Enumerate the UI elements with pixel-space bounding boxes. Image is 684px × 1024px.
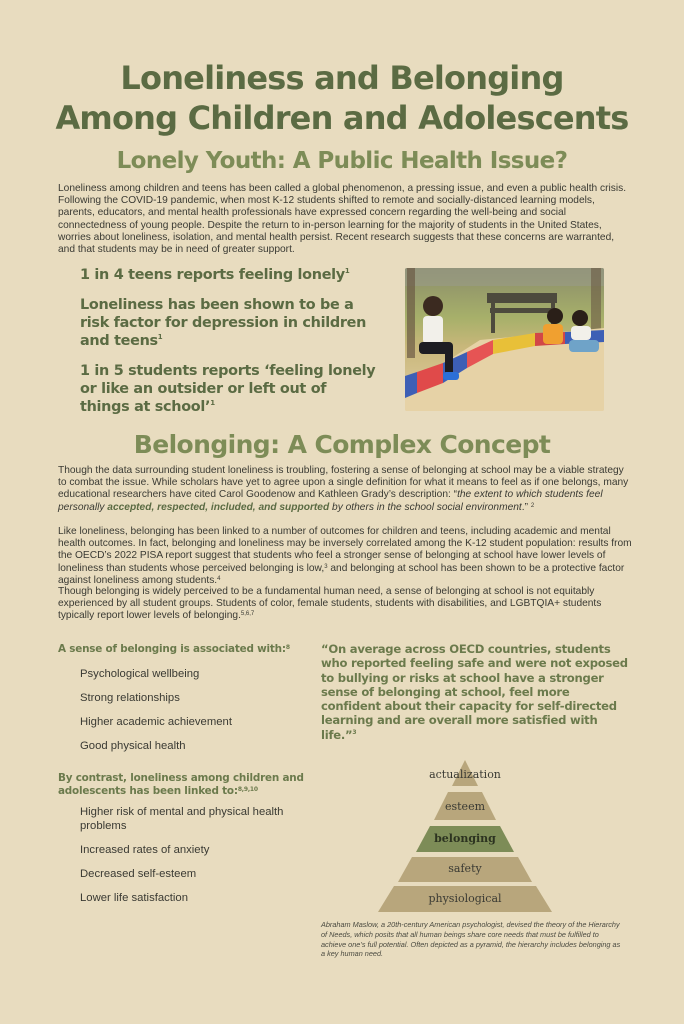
contrast-heading: By contrast, loneliness among children and adolescents has been linked to:$^{8,9,10}$ [58,772,304,797]
list-item: Increased rates of anxiety [80,843,210,856]
section2-heading: Belonging: A Complex Concept [133,430,551,459]
playground-photo [405,268,604,411]
stats-list [80,266,380,428]
list-item: Higher academic achievement [80,716,232,728]
pyramid-label: esteem [444,800,486,813]
pyramid-label: safety [448,862,482,875]
stat-item: 1 in 5 students reports ‘feeling lonely or like an outsider or left out of things at school’$^1$ [80,363,376,415]
maslow-caption: Abraham Maslow, a 20th-century American psychologist, devised the theory of the Hierarchy of Needs, which posits that all human beings share core needs that must be fulfilled to achieve one’s full potential. Often depicted as a pyramid, the hierarchy includes belonging as a key human need. [321,920,621,959]
stat-item: 1 in 4 teens reports feeling lonely$^1$ [80,267,350,283]
list-item: Good physical health [80,740,186,752]
pyramid-label: belonging [434,832,496,845]
stat-item: Loneliness has been shown to be a risk factor for depression in children and teens$^1$ [80,297,367,349]
section2-paragraph-1: Though the data surrounding student loneliness is troubling, fostering a sense of belonging at school may be a viable strategy to combat the issue. While scholars have yet to agree upon a single definition for what it means to feel as if one belongs, many educational researchers have cited Carol Goodenow and Kathleen Grady’s description: “the extent to which students feel personally accepted, respected, included, and supported by others in the school social environment.” $^2$ [58,465,629,513]
section2-paragraph-3: Though belonging is widely perceived to be a fundamental human need, a sense of belonging at school is not equitably experienced by all student groups. Students of color, female students, students with disabilities, and LGBTQIA+ students typically report lower levels of belonging.$^{5,6,7}$ [58,586,602,622]
associated-list [80,668,232,764]
section2-paragraph-2: Like loneliness, belonging has been linked to a number of outcomes for children and teens, including academic and mental health outcomes. In fact, belonging and loneliness may be inversely correlated among the K-12 student population: results from the OECD’s 2022 PISA report suggest that students who feel a stronger sense of belonging at school have lower levels of loneliness than students whose perceived belonging is low,$^3$ and belonging at school has been shown to be a protective factor against loneliness among students.$^4$ [58,526,632,586]
title-line-1: Loneliness and Belonging [120,59,564,97]
list-item: Lower life satisfaction [80,891,188,904]
section1-heading: Lonely Youth: A Public Health Issue? [116,148,568,174]
pyramid-label: actualization [429,768,501,781]
oecd-quote: “On average across OECD countries, students who reported feeling safe and were not exposed to bullying or risks at school have a stronger sense of belonging at school, feel more confident about their capacity for self-directed learning and are overall more satisfied with life.”$^3$ [321,642,628,742]
contrast-list [80,806,300,916]
list-item: Decreased self-esteem [80,867,197,880]
associated-heading: A sense of belonging is associated with:$^8$ [58,643,290,655]
maslow-pyramid [360,756,570,916]
list-item: Higher risk of mental and physical health problems [80,806,284,832]
page-title [0,58,684,138]
pyramid-label: physiological [428,892,502,905]
definition-quote: the extent to which students feel personally accepted, respected, included, and supported by others in the school social environment [58,489,603,513]
title-line-2: Among Children and Adolescents [55,99,629,137]
list-item: Strong relationships [80,692,180,704]
list-item: Psychological wellbeing [80,668,200,680]
section1-paragraph: Loneliness among children and teens has been called a global phenomenon, a pressing issue, and even a public health crisis. Following the COVID-19 pandemic, when most K-12 students shifted to remote and socially-distanced learning models, parents, educators, and mental health professionals have expressed concern regarding the well-being and social connectedness of young people. Despite the return to in-person learning for the majority of students in the United States, worries about loneliness, isolation, and mental health persist. Recent research suggests that these concerns are warranted, and that students may be in need of greater support. [58,183,627,256]
playground-photo-icon [405,268,604,411]
